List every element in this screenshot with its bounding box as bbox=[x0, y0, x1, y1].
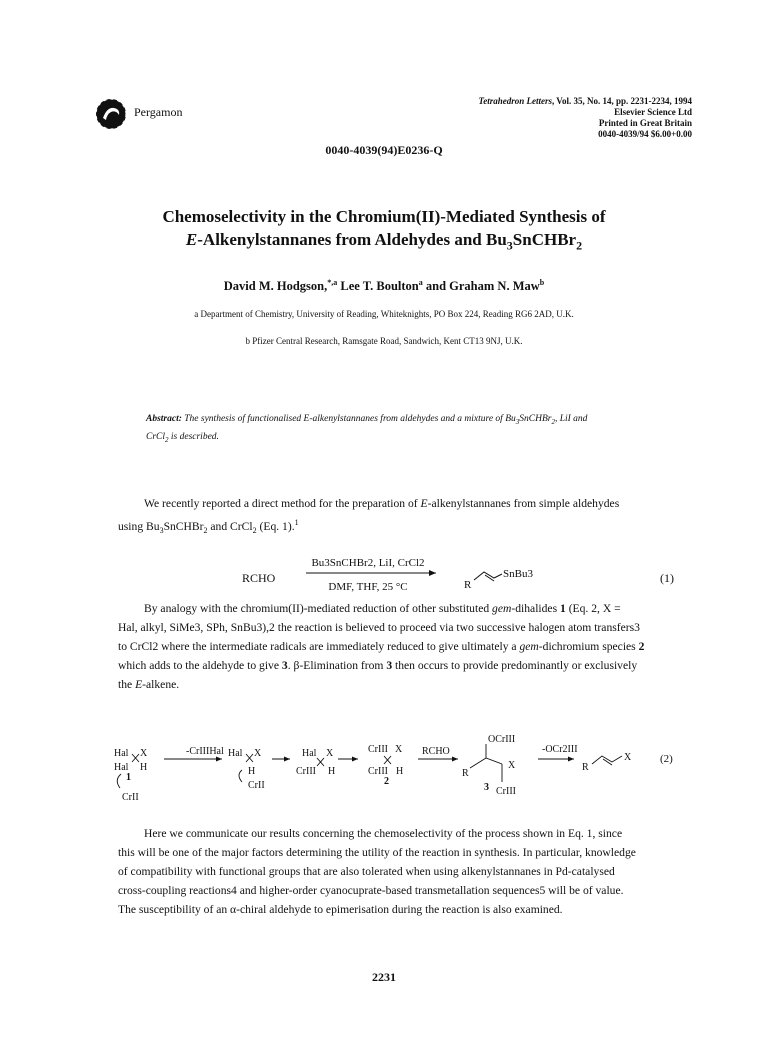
eq1-reagents-bottom: DMF, THF, 25 °C bbox=[328, 581, 408, 593]
svg-text:R: R bbox=[462, 768, 469, 779]
journal-publisher: Elsevier Science Ltd bbox=[614, 107, 692, 117]
structure-3 bbox=[462, 734, 516, 797]
equation-2 bbox=[112, 730, 692, 810]
svg-text:H: H bbox=[248, 766, 256, 777]
authors: David M. Hodgson,$^{*,a}$ Lee T. Boulton$^a$ and Graham N. Maw$^b$ bbox=[223, 278, 545, 294]
radical-intermediate bbox=[228, 748, 265, 791]
svg-text:H: H bbox=[140, 762, 148, 773]
journal-volume: , Vol. 35, No. 14, pp. 2231-2234, 1994 bbox=[551, 96, 692, 106]
arrow-1-label: -CrIIIHal bbox=[186, 746, 224, 757]
abstract-label: Abstract: bbox=[146, 414, 182, 424]
arrow-4-label: -OCr2III bbox=[542, 744, 578, 755]
paragraph-2: By analogy with the chromium(II)-mediated reduction of other substituted gem-dihalides 1 (Eq. 2, X = Hal, alkyl, SiMe3, SPh, SnBu3),2 the reaction is believed to proceed via two successive halogen atom transfers3 to CrCl2 where the intermediate radicals are immediately reduced to give ultimately a gem-dichromium species 2 which adds to the aldehyde to give 3. β-Elimination from 3 then occurs to provide predominantly or exclusively the E-alkene. bbox=[118, 602, 645, 691]
svg-text:CrIII: CrIII bbox=[368, 766, 388, 777]
eq1-product-r: R bbox=[464, 579, 472, 591]
svg-text:CrII: CrII bbox=[122, 792, 139, 803]
svg-text:CrIII: CrIII bbox=[368, 744, 388, 755]
e-alkene-product bbox=[582, 752, 632, 773]
paragraph-1: We recently reported a direct method for the preparation of E-alkenylstannanes from simple aldehydes using $Bu_3SnCHBr_2$ and CrCl$_2$ (Eq. 1).$^1$ bbox=[118, 497, 620, 536]
svg-text:X: X bbox=[326, 748, 334, 759]
author-1: David M. Hodgson, bbox=[223, 279, 328, 294]
svg-text:X: X bbox=[508, 760, 516, 771]
article-code: 0040-4039(94)E0236-Q bbox=[325, 143, 443, 157]
page-number: 2231 bbox=[372, 970, 396, 984]
pergamon-logo bbox=[94, 97, 128, 136]
abstract: Abstract: The synthesis of functionalised E-alkenylstannanes from aldehydes and a mixture of $Bu_3SnCHBr_2$, LiI and CrCl$_2$ is described. bbox=[146, 414, 588, 444]
svg-text:3: 3 bbox=[484, 782, 489, 793]
affiliation-a: a Department of Chemistry, University of Reading, Whiteknights, PO Box 224, Reading RG6 2AD, U.K. bbox=[194, 309, 574, 319]
article-title bbox=[0, 205, 768, 257]
svg-text:X: X bbox=[140, 748, 148, 759]
svg-text:CrIII: CrIII bbox=[496, 786, 516, 797]
structure-2 bbox=[368, 744, 403, 787]
svg-text:1: 1 bbox=[126, 772, 131, 783]
svg-text:R: R bbox=[582, 762, 589, 773]
author-3: Graham N. Maw bbox=[449, 279, 540, 294]
publisher-name: Pergamon bbox=[134, 105, 183, 119]
eq2-number: (2) bbox=[660, 753, 673, 765]
mono-chromium-intermediate bbox=[296, 748, 335, 777]
eq1-reagents-top: Bu3SnCHBr2, LiI, CrCl2 bbox=[311, 557, 425, 569]
eq1-number: (1) bbox=[660, 571, 674, 585]
svg-text:Hal: Hal bbox=[114, 748, 129, 759]
svg-text:Hal: Hal bbox=[228, 748, 243, 759]
svg-text:CrII: CrII bbox=[248, 780, 265, 791]
title-line-2: E-Alkenylstannanes from Aldehydes and $Bu_3SnCHBr_2$ bbox=[185, 230, 583, 253]
structure-1 bbox=[114, 748, 148, 803]
author-2: Lee T. Boulton bbox=[337, 279, 419, 294]
eq1-product-group: SnBu3 bbox=[503, 568, 533, 580]
svg-text:H: H bbox=[328, 766, 336, 777]
svg-text:X: X bbox=[624, 752, 632, 763]
journal-name: Tetrahedron Letters bbox=[478, 96, 552, 106]
journal-issn: 0040-4039/94 $6.00+0.00 bbox=[598, 129, 692, 139]
svg-text:X: X bbox=[395, 744, 403, 755]
svg-text:Hal: Hal bbox=[114, 762, 129, 773]
svg-text:OCrIII: OCrIII bbox=[488, 734, 516, 745]
svg-text:CrIII: CrIII bbox=[296, 766, 316, 777]
svg-text:X: X bbox=[254, 748, 262, 759]
eq1-reactant: RCHO bbox=[242, 571, 276, 585]
affiliation-b: b Pfizer Central Research, Ramsgate Road, Sandwich, Kent CT13 9NJ, U.K. bbox=[245, 336, 523, 346]
title-line-1: Chemoselectivity in the Chromium(II)-Mediated Synthesis of bbox=[162, 207, 606, 226]
paragraph-3: Here we communicate our results concerning the chemoselectivity of the process shown in Eq. 1, since this will be one of the major factors determining the utility of the reaction in synthesis. In particular, knowledge of compatibility with functional groups that are also tolerated when using alkenylstannanes in Pd-catalysed cross-coupling reactions4 and higher-order cyanocuprate-based transmetallation sequences5 will be of value. The susceptibility of an α-chiral aldehyde to epimerisation during the reaction is also examined. bbox=[118, 827, 636, 916]
equation-1 bbox=[118, 552, 678, 602]
svg-text:H: H bbox=[396, 766, 404, 777]
svg-text:2: 2 bbox=[384, 776, 389, 787]
arrow-3-label: RCHO bbox=[422, 746, 450, 757]
journal-info bbox=[479, 96, 692, 140]
journal-printed: Printed in Great Britain bbox=[598, 118, 692, 128]
svg-text:Hal: Hal bbox=[302, 748, 317, 759]
